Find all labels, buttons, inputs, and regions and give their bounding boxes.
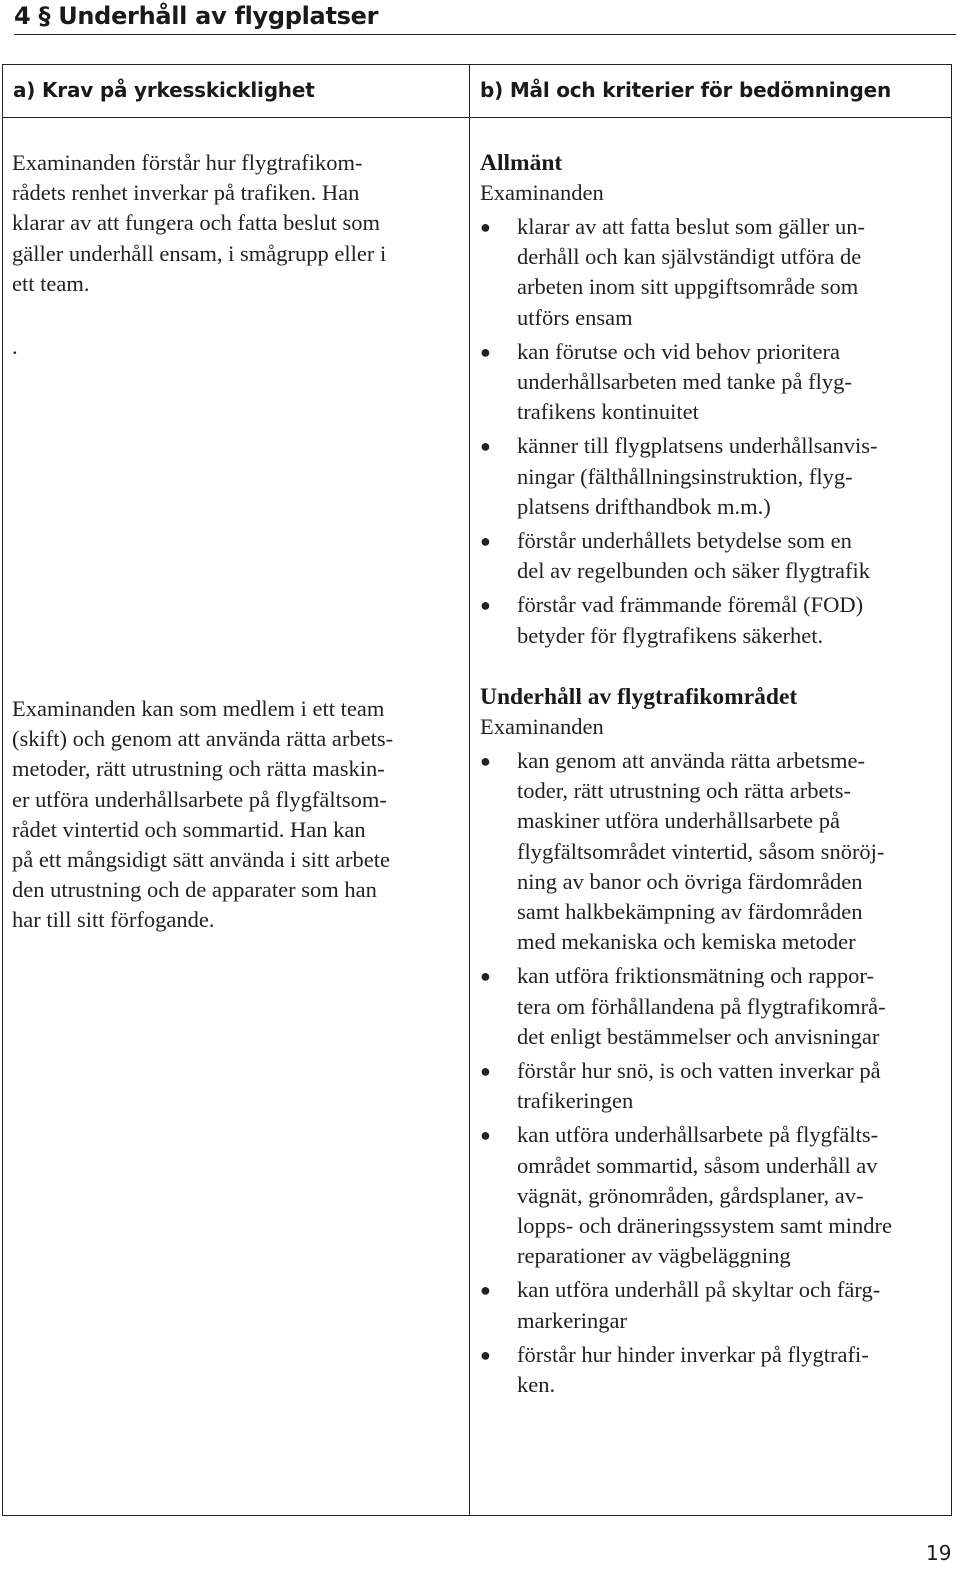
left-paragraph-2: Examinanden kan som medlem i ett team (skift) och genom att använda rätta arbets- metoder, rätt utrustning och rätta maskin- er utföra underhållsarbete på flygfältsom- rådet vintertid och sommartid. Han kan på ett mångsidigt sätt använda i sitt arbete den utrustning och de apparater som han har till sitt förfogande. <box>12 696 394 933</box>
left-paragraph-1: Examinanden förstår hur flygtrafikom- rådets renhet inverkar på trafiken. Han klarar av att fungera och fatta beslut som gäller underhåll ensam, i smågrupp eller i ett team. <box>12 150 387 296</box>
column-header-a: a) Krav på yrkesskicklighet <box>13 78 315 102</box>
bullet-icon: ● <box>480 966 491 987</box>
bullet-item: ● förstår hur hinder inverkar på flygtrafi- ken. <box>480 1341 869 1398</box>
left-stray-dot: . <box>12 334 18 359</box>
bullet-item: ● kan förutse och vid behov prioritera underhållsarbeten med tanke på flyg- trafikens kontinuitet <box>480 338 852 425</box>
bullet-list <box>480 212 948 651</box>
bullet-icon: ● <box>480 1344 491 1365</box>
column-divider <box>469 65 470 1515</box>
column-header-b: b) Mål och kriterier för bedömningen <box>480 78 891 102</box>
bullet-icon: ● <box>480 595 491 616</box>
bullet-list <box>480 746 948 1400</box>
bullet-item: ● förstår hur snö, is och vatten inverkar på trafikeringen <box>480 1058 881 1114</box>
bullet-item: ● kan utföra underhåll på skyltar och färg- markeringar <box>480 1277 881 1333</box>
section-subtitle: Examinanden <box>480 714 604 739</box>
bullet-item: ● kan utföra friktionsmätning och rappor- tera om förhållandena på flygtrafikområ- det enligt bestämmelser och anvisningar <box>480 963 886 1049</box>
section-title: Allmänt <box>480 150 563 176</box>
bullet-item: ● kan utföra underhållsarbete på flygfälts- området sommartid, såsom underhåll av vägnät, grönområden, gårdsplaner, av- lopps- och dräneringssystem samt mindre reparationer av vägbeläggning <box>480 1122 892 1269</box>
bullet-icon: ● <box>480 1280 491 1301</box>
bullet-icon: ● <box>480 341 491 362</box>
bullet-icon: ● <box>480 751 491 771</box>
bullet-icon: ● <box>480 1125 491 1146</box>
page-heading: 4 § Underhåll av flygplatser <box>14 0 956 35</box>
bullet-item: ● kan genom att använda rätta arbetsme- toder, rätt utrustning och rätta arbets- maskiner utföra underhållsarbete på flygfältsområdet vintertid, såsom snöröj- ning av banor och övriga färdområden samt halkbekämpning av färdområden med mekaniska och kemiska metoder <box>480 748 885 955</box>
section-subtitle: Examinanden <box>480 180 604 205</box>
header-divider <box>3 117 951 118</box>
bullet-icon: ● <box>480 531 491 552</box>
page-number: 19 <box>926 1541 952 1565</box>
bullet-item: ● förstår underhållets betydelse som en del av regelbunden och säker flygtrafik <box>480 528 870 584</box>
bullet-icon: ● <box>480 217 491 237</box>
bullet-item: ● känner till flygplatsens underhållsanvis- ningar (fälthållningsinstruktion, flyg- platsens drifthandbok m.m.) <box>480 433 878 519</box>
bullet-icon: ● <box>480 1061 491 1082</box>
section-general <box>480 148 948 655</box>
bullet-item: ● förstår vad främmande föremål (FOD) betyder för flygtrafikens säkerhet. <box>480 592 864 648</box>
section-title: Underhåll av flygtrafikområdet <box>480 684 798 710</box>
section-maintenance <box>480 682 948 1404</box>
bullet-icon: ● <box>480 436 491 457</box>
bullet-item: ● klarar av att fatta beslut som gäller un- derhåll och kan självständigt utföra de arbeten inom sitt uppgiftsområde som utförs ensam <box>480 214 865 330</box>
